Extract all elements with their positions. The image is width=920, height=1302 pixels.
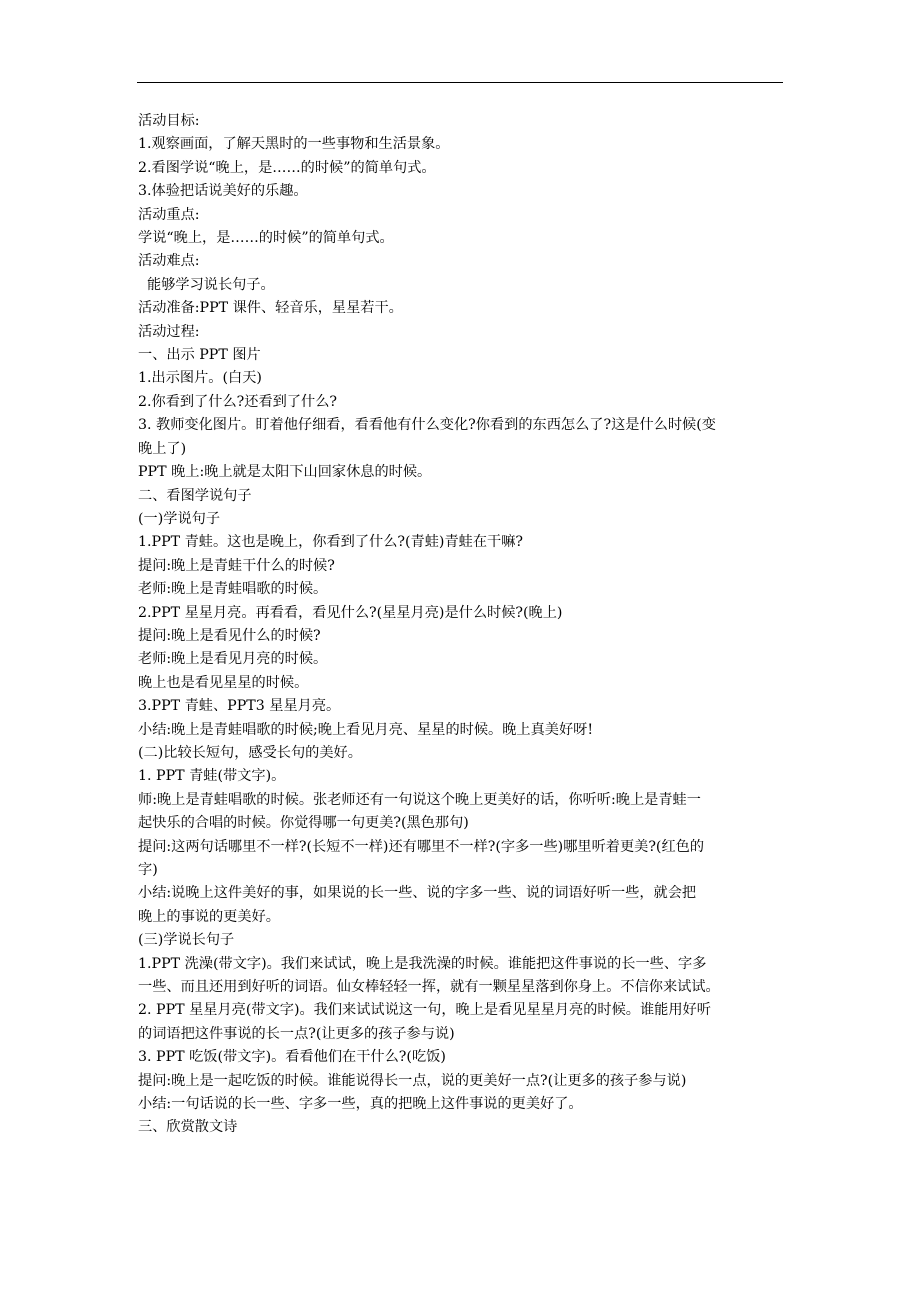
text-line: 晚上也是看见星星的时候。 [138, 674, 309, 691]
subsection-heading: (二)比较长短句，感受长句的美好。 [138, 744, 362, 761]
text-line: 一些、而且还用到好听的词语。仙女棒轻轻一挥，就有一颗星星落到你身上。不信你来试试。 [138, 979, 720, 996]
goal-item-3: 3.体验把话说美好的乐趣。 [138, 183, 308, 200]
text-line: 小结:晚上是青蛙唱歌的时候;晚上看见月亮、星星的时候。晚上真美好呀! [138, 721, 594, 738]
goal-item-2: 2.看图学说“晚上，是……的时候”的简单句式。 [138, 159, 436, 176]
part-three-heading: 三、欣赏散文诗 [138, 1119, 238, 1136]
text-line: 2.你看到了什么?还看到了什么? [138, 393, 337, 410]
section-heading-goals: 活动目标: [138, 113, 200, 129]
text-line: 老师:晚上是看见月亮的时候。 [138, 651, 328, 668]
text-line: 小结:一句话说的长一些、字多一些，真的把晚上这件事说的更美好了。 [138, 1096, 583, 1113]
part-two-heading: 二、看图学说句子 [138, 487, 252, 504]
text-line: 1.出示图片。(白天) [138, 370, 262, 387]
text-line: 提问:晚上是青蛙干什么的时候? [138, 557, 335, 574]
subsection-heading: (一)学说句子 [138, 510, 221, 527]
part-one-heading: 一、出示 PPT 图片 [138, 347, 261, 364]
text-line: 提问:晚上是看见什么的时候? [138, 627, 321, 644]
subsection-heading: (三)学说长句子 [138, 932, 235, 949]
text-line: 起快乐的合唱的时候。你觉得哪一句更美?(黑色那句) [138, 815, 469, 832]
key-point-text: 学说“晚上，是……的时候”的简单句式。 [138, 230, 394, 247]
text-line: 提问:这两句话哪里不一样?(长短不一样)还有哪里不一样?(字多一些)哪里听着更美?(红色的 [138, 838, 705, 855]
text-line: 3. 教师变化图片。盯着他仔细看，看看他有什么变化?你看到的东西怎么了?这是什么时候(变 [138, 417, 716, 434]
text-line: 老师:晚上是青蛙唱歌的时候。 [138, 581, 328, 598]
text-line: 小结:说晚上这件美好的事，如果说的长一些、说的字多一些、说的词语好听一些，就会把 [138, 885, 697, 902]
text-line: 2.PPT 星星月亮。再看看，看见什么?(星星月亮)是什么时候?(晚上) [138, 604, 563, 621]
preparation-text: 活动准备:PPT 课件、轻音乐，星星若干。 [138, 300, 403, 317]
text-line: 3.PPT 青蛙、PPT3 星星月亮。 [138, 698, 341, 715]
goal-item-1: 1.观察画面，了解天黑时的一些事物和生活景象。 [138, 136, 450, 153]
text-line: 晚上的事说的更美好。 [138, 908, 280, 925]
section-heading-process: 活动过程: [138, 323, 200, 340]
text-line: 2. PPT 星星月亮(带文字)。我们来试试说这一句，晚上是看见星星月亮的时候。谁能用好听 [138, 1002, 711, 1019]
text-line: 3. PPT 吃饭(带文字)。看看他们在干什么?(吃饭) [138, 1049, 446, 1066]
text-line: 师:晚上是青蛙唱歌的时候。张老师还有一句说这个晚上更美好的话，你听听:晚上是青蛙一 [138, 791, 701, 808]
section-heading-key-points: 活动重点: [138, 206, 200, 223]
text-line: PPT 晚上:晚上就是太阳下山回家休息的时候。 [138, 464, 432, 481]
text-line: 1.PPT 洗澡(带文字)。我们来试试，晚上是我洗澡的时候。谁能把这件事说的长一些、字多 [138, 955, 707, 972]
header-rule [137, 82, 783, 83]
text-line: 提问:晚上是一起吃饭的时候。谁能说得长一点，说的更美好一点?(让更多的孩子参与说) [138, 1072, 687, 1089]
text-line: 的词语把这件事说的长一点?(让更多的孩子参与说) [138, 1025, 455, 1042]
text-line: 1. PPT 青蛙(带文字)。 [138, 768, 286, 785]
text-line: 晚上了) [138, 440, 187, 457]
document-body [138, 110, 786, 1140]
text-line: 1.PPT 青蛙。这也是晚上，你看到了什么?(青蛙)青蛙在干嘛? [138, 534, 524, 551]
section-heading-difficulties: 活动难点: [138, 253, 200, 270]
text-line: 字) [138, 862, 158, 878]
difficulty-text: 能够学习说长句子。 [138, 276, 275, 293]
